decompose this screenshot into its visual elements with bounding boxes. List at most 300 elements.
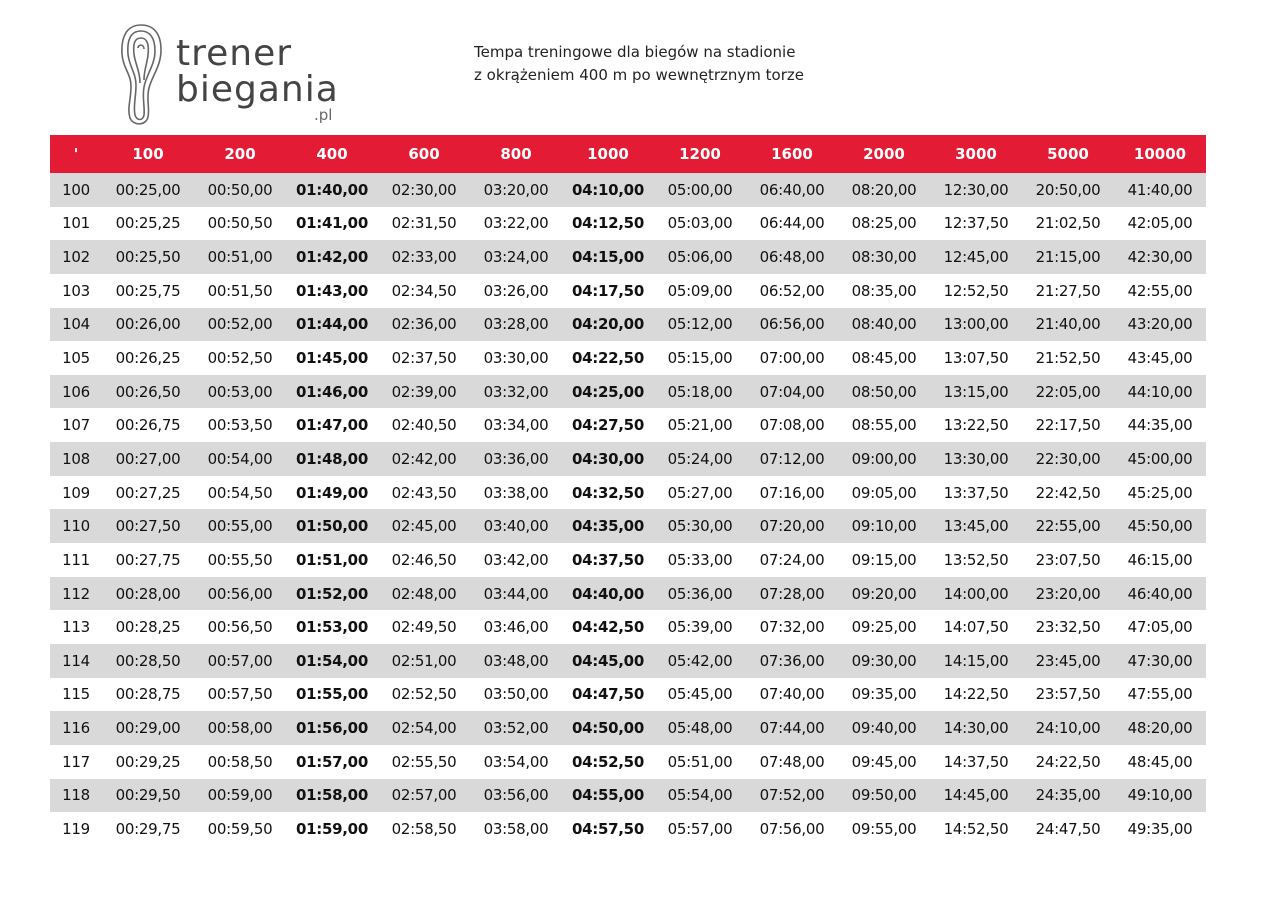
table-cell: 06:40,00 [746, 173, 838, 207]
table-cell: 21:40,00 [1022, 308, 1114, 342]
table-cell: 01:57,00 [296, 752, 368, 771]
table-row [50, 644, 1206, 678]
table-cell: 09:10,00 [838, 509, 930, 543]
table-cell: 04:27,50 [572, 416, 644, 435]
table-cell: 14:30,00 [930, 711, 1022, 745]
table-cell: 01:55,00 [296, 685, 368, 704]
table-cell: 09:50,00 [838, 779, 930, 813]
table-cell: 09:30,00 [838, 644, 930, 678]
table-cell: 01:41,00 [296, 214, 368, 233]
table-cell: 09:45,00 [851, 752, 917, 771]
brand-logo [118, 22, 348, 132]
table-cell: 49:35,00 [1127, 819, 1193, 838]
row-label: 115 [62, 685, 90, 704]
table-cell: 01:43,00 [296, 281, 368, 300]
table-cell: 00:27,50 [102, 509, 194, 543]
table-cell: 13:15,00 [930, 375, 1022, 409]
table-cell: 05:33,00 [667, 550, 733, 569]
table-row [50, 577, 1206, 611]
table-cell: 23:57,50 [1035, 685, 1101, 704]
table-cell: 13:07,50 [943, 349, 1009, 368]
table-cell: 00:57,50 [207, 685, 273, 704]
table-cell: 05:54,00 [654, 779, 746, 813]
table-cell: 07:20,00 [746, 509, 838, 543]
table-cell: 03:44,00 [470, 577, 562, 611]
table-cell: 04:17,50 [572, 281, 644, 300]
table-cell: 05:57,00 [667, 819, 733, 838]
table-cell: 07:44,00 [746, 711, 838, 745]
table-cell: 09:20,00 [838, 577, 930, 611]
table-cell: 00:54,00 [194, 442, 286, 476]
table-cell: 02:45,00 [378, 509, 470, 543]
table-cell: 00:59,50 [207, 819, 273, 838]
table-cell: 05:06,00 [654, 240, 746, 274]
table-cell: 21:15,00 [1022, 240, 1114, 274]
table-cell: 00:25,25 [115, 214, 181, 233]
table-cell: 00:52,50 [207, 349, 273, 368]
table-cell: 45:50,00 [1114, 509, 1206, 543]
table-cell: 00:26,75 [115, 416, 181, 435]
table-cell: 00:26,00 [102, 308, 194, 342]
table-row [50, 745, 1206, 779]
table-row [50, 476, 1206, 510]
table-cell: 02:49,50 [391, 618, 457, 637]
table-cell: 08:25,00 [851, 214, 917, 233]
table-cell: 22:42,50 [1035, 483, 1101, 502]
table-cell: 03:38,00 [483, 483, 549, 502]
table-cell: 01:52,00 [286, 577, 378, 611]
table-cell: 12:37,50 [943, 214, 1009, 233]
table-cell: 21:52,50 [1035, 349, 1101, 368]
row-label: 107 [62, 416, 90, 435]
column-header: 100 [102, 135, 194, 173]
table-cell: 48:20,00 [1114, 711, 1206, 745]
table-cell: 41:40,00 [1114, 173, 1206, 207]
table-cell: 01:42,00 [286, 240, 378, 274]
table-cell: 05:45,00 [667, 685, 733, 704]
table-cell: 04:47,50 [572, 685, 644, 704]
table-cell: 05:27,00 [667, 483, 733, 502]
table-cell: 47:05,00 [1127, 618, 1193, 637]
table-cell: 22:30,00 [1022, 442, 1114, 476]
table-cell: 02:34,50 [391, 281, 457, 300]
table-cell: 08:45,00 [851, 349, 917, 368]
table-cell: 00:53,00 [194, 375, 286, 409]
table-cell: 02:40,50 [391, 416, 457, 435]
table-row [50, 375, 1206, 409]
table-cell: 02:36,00 [378, 308, 470, 342]
table-cell: 00:52,00 [194, 308, 286, 342]
table-cell: 00:29,25 [115, 752, 181, 771]
table-cell: 06:44,00 [759, 214, 825, 233]
table-cell: 08:35,00 [851, 281, 917, 300]
row-label: 100 [50, 173, 102, 207]
table-cell: 20:50,00 [1022, 173, 1114, 207]
table-cell: 08:20,00 [838, 173, 930, 207]
table-cell: 13:45,00 [930, 509, 1022, 543]
table-cell: 07:04,00 [746, 375, 838, 409]
table-cell: 13:30,00 [930, 442, 1022, 476]
table-cell: 04:32,50 [572, 483, 644, 502]
table-cell: 02:55,50 [391, 752, 457, 771]
table-cell: 09:05,00 [851, 483, 917, 502]
table-cell: 01:44,00 [286, 308, 378, 342]
table-cell: 00:29,00 [102, 711, 194, 745]
table-cell: 49:10,00 [1114, 779, 1206, 813]
table-cell: 00:25,00 [102, 173, 194, 207]
table-cell: 22:17,50 [1035, 416, 1101, 435]
table-cell: 00:58,00 [194, 711, 286, 745]
row-label: 118 [50, 779, 102, 813]
table-cell: 03:48,00 [470, 644, 562, 678]
table-cell: 00:26,25 [115, 349, 181, 368]
table-cell: 02:33,00 [378, 240, 470, 274]
table-cell: 04:40,00 [562, 577, 654, 611]
table-cell: 04:10,00 [562, 173, 654, 207]
column-header: ' [50, 135, 102, 173]
table-cell: 05:30,00 [654, 509, 746, 543]
column-header: 200 [194, 135, 286, 173]
table-cell: 42:30,00 [1114, 240, 1206, 274]
table-cell: 00:27,25 [115, 483, 181, 502]
table-cell: 00:50,00 [194, 173, 286, 207]
row-label: 109 [62, 483, 90, 502]
table-cell: 06:56,00 [746, 308, 838, 342]
table-cell: 12:30,00 [930, 173, 1022, 207]
table-cell: 04:52,50 [572, 752, 644, 771]
row-label: 117 [62, 752, 90, 771]
column-header: 1000 [562, 135, 654, 173]
table-cell: 24:47,50 [1035, 819, 1101, 838]
table-cell: 03:24,00 [470, 240, 562, 274]
table-cell: 05:21,00 [667, 416, 733, 435]
table-cell: 00:56,00 [194, 577, 286, 611]
row-label: 104 [50, 308, 102, 342]
table-cell: 05:48,00 [654, 711, 746, 745]
row-label: 114 [50, 644, 102, 678]
table-row [50, 240, 1206, 274]
table-row [50, 610, 1206, 644]
table-cell: 08:50,00 [838, 375, 930, 409]
table-cell: 00:28,50 [102, 644, 194, 678]
table-cell: 05:24,00 [654, 442, 746, 476]
table-cell: 04:42,50 [572, 618, 644, 637]
table-row [50, 341, 1206, 375]
table-cell: 14:15,00 [930, 644, 1022, 678]
table-cell: 00:27,75 [115, 550, 181, 569]
table-cell: 04:30,00 [562, 442, 654, 476]
table-cell: 22:05,00 [1022, 375, 1114, 409]
table-cell: 07:24,00 [759, 550, 825, 569]
table-cell: 01:59,00 [296, 819, 368, 838]
table-cell: 00:29,75 [115, 819, 181, 838]
table-cell: 07:28,00 [746, 577, 838, 611]
pace-table [50, 135, 1206, 846]
table-cell: 04:57,50 [572, 819, 644, 838]
table-cell: 02:31,50 [391, 214, 457, 233]
table-cell: 05:39,00 [667, 618, 733, 637]
table-row [50, 509, 1206, 543]
row-label: 119 [62, 819, 90, 838]
table-cell: 05:03,00 [667, 214, 733, 233]
table-cell: 45:25,00 [1127, 483, 1193, 502]
subtitle-line-2: z okrążeniem 400 m po wewnętrznym torze [474, 66, 805, 84]
table-cell: 02:42,00 [378, 442, 470, 476]
table-cell: 03:56,00 [470, 779, 562, 813]
column-header: 10000 [1114, 135, 1206, 173]
table-cell: 02:43,50 [391, 483, 457, 502]
table-row [50, 173, 1206, 207]
table-cell: 06:48,00 [746, 240, 838, 274]
table-cell: 05:36,00 [654, 577, 746, 611]
table-body [50, 173, 1206, 846]
table-cell: 01:56,00 [286, 711, 378, 745]
table-row [50, 779, 1206, 813]
column-header: 1600 [746, 135, 838, 173]
table-cell: 00:58,50 [207, 752, 273, 771]
row-label: 103 [62, 281, 90, 300]
table-cell: 24:10,00 [1022, 711, 1114, 745]
table-cell: 04:25,00 [562, 375, 654, 409]
table-cell: 00:26,50 [102, 375, 194, 409]
table-cell: 00:50,50 [207, 214, 273, 233]
table-cell: 00:27,00 [102, 442, 194, 476]
row-label: 116 [50, 711, 102, 745]
table-cell: 02:54,00 [378, 711, 470, 745]
table-cell: 05:42,00 [654, 644, 746, 678]
table-cell: 07:32,00 [759, 618, 825, 637]
table-cell: 03:30,00 [483, 349, 549, 368]
table-cell: 02:48,00 [378, 577, 470, 611]
table-cell: 02:51,00 [378, 644, 470, 678]
table-cell: 04:45,00 [562, 644, 654, 678]
table-cell: 00:57,00 [194, 644, 286, 678]
table-cell: 45:00,00 [1114, 442, 1206, 476]
table-cell: 01:51,00 [296, 550, 368, 569]
table-cell: 07:16,00 [759, 483, 825, 502]
table-cell: 01:46,00 [286, 375, 378, 409]
table-cell: 14:52,50 [943, 819, 1009, 838]
table-row [50, 812, 1206, 846]
table-cell: 42:05,00 [1127, 214, 1193, 233]
row-label: 102 [50, 240, 102, 274]
table-cell: 07:56,00 [759, 819, 825, 838]
footprint-icon [118, 22, 164, 128]
table-cell: 04:55,00 [562, 779, 654, 813]
table-cell: 03:20,00 [470, 173, 562, 207]
table-cell: 08:40,00 [838, 308, 930, 342]
table-cell: 07:12,00 [746, 442, 838, 476]
table-cell: 07:48,00 [759, 752, 825, 771]
table-cell: 00:28,25 [115, 618, 181, 637]
table-cell: 46:15,00 [1127, 550, 1193, 569]
table-cell: 23:45,00 [1022, 644, 1114, 678]
table-cell: 08:55,00 [851, 416, 917, 435]
table-cell: 14:22,50 [943, 685, 1009, 704]
table-cell: 01:49,00 [296, 483, 368, 502]
table-cell: 00:53,50 [207, 416, 273, 435]
table-cell: 04:20,00 [562, 308, 654, 342]
table-cell: 02:57,00 [378, 779, 470, 813]
table-cell: 01:50,00 [286, 509, 378, 543]
table-cell: 03:32,00 [470, 375, 562, 409]
table-cell: 13:00,00 [930, 308, 1022, 342]
table-row [50, 711, 1206, 745]
logo-line-2: biegania [176, 69, 339, 110]
row-label: 112 [50, 577, 102, 611]
logo-suffix: .pl [314, 106, 333, 124]
table-cell: 00:54,50 [207, 483, 273, 502]
table-cell: 04:15,00 [562, 240, 654, 274]
row-label: 110 [50, 509, 102, 543]
table-cell: 02:30,00 [378, 173, 470, 207]
column-header: 1200 [654, 135, 746, 173]
table-row [50, 442, 1206, 476]
column-header: 400 [286, 135, 378, 173]
table-cell: 09:15,00 [851, 550, 917, 569]
table-cell: 07:52,00 [746, 779, 838, 813]
table-cell: 42:55,00 [1127, 281, 1193, 300]
subtitle-line-1: Tempa treningowe dla biegów na stadionie [474, 43, 796, 61]
table-cell: 07:08,00 [759, 416, 825, 435]
table-cell: 07:36,00 [746, 644, 838, 678]
logo-line-1: trener [176, 33, 293, 74]
table-cell: 03:40,00 [470, 509, 562, 543]
page-subtitle [474, 41, 894, 87]
table-cell: 23:32,50 [1035, 618, 1101, 637]
table-cell: 21:27,50 [1035, 281, 1101, 300]
table-cell: 23:07,50 [1035, 550, 1101, 569]
table-cell: 24:35,00 [1022, 779, 1114, 813]
table-row [50, 543, 1206, 577]
table-cell: 14:00,00 [930, 577, 1022, 611]
table-row [50, 678, 1206, 712]
table-cell: 03:54,00 [483, 752, 549, 771]
table-cell: 03:26,00 [483, 281, 549, 300]
table-cell: 43:20,00 [1114, 308, 1206, 342]
table-cell: 09:35,00 [851, 685, 917, 704]
table-row [50, 274, 1206, 308]
table-cell: 02:39,00 [378, 375, 470, 409]
table-cell: 04:35,00 [562, 509, 654, 543]
table-cell: 00:51,00 [194, 240, 286, 274]
row-label: 111 [62, 550, 90, 569]
table-cell: 03:36,00 [470, 442, 562, 476]
row-label: 106 [50, 375, 102, 409]
table-cell: 23:20,00 [1022, 577, 1114, 611]
table-cell: 05:15,00 [667, 349, 733, 368]
table-cell: 05:00,00 [654, 173, 746, 207]
table-cell: 21:02,50 [1035, 214, 1101, 233]
table-cell: 46:40,00 [1114, 577, 1206, 611]
table-cell: 14:37,50 [943, 752, 1009, 771]
table-cell: 00:56,50 [207, 618, 273, 637]
table-cell: 02:52,50 [391, 685, 457, 704]
column-header: 600 [378, 135, 470, 173]
table-cell: 12:45,00 [930, 240, 1022, 274]
row-label: 101 [62, 214, 90, 233]
table-cell: 00:59,00 [194, 779, 286, 813]
table-cell: 05:51,00 [667, 752, 733, 771]
table-cell: 00:55,50 [207, 550, 273, 569]
table-cell: 47:30,00 [1114, 644, 1206, 678]
table-cell: 01:58,00 [286, 779, 378, 813]
table-row [50, 308, 1206, 342]
row-label: 113 [62, 618, 90, 637]
table-cell: 03:34,00 [483, 416, 549, 435]
table-cell: 00:28,75 [115, 685, 181, 704]
table-cell: 07:40,00 [759, 685, 825, 704]
table-cell: 04:12,50 [572, 214, 644, 233]
row-label: 105 [62, 349, 90, 368]
table-cell: 00:55,00 [194, 509, 286, 543]
table-cell: 03:52,00 [470, 711, 562, 745]
table-cell: 04:22,50 [572, 349, 644, 368]
table-cell: 00:25,75 [115, 281, 181, 300]
table-cell: 48:45,00 [1127, 752, 1193, 771]
table-cell: 00:25,50 [102, 240, 194, 274]
table-cell: 02:58,50 [391, 819, 457, 838]
table-cell: 09:55,00 [851, 819, 917, 838]
table-cell: 44:35,00 [1127, 416, 1193, 435]
table-row [50, 207, 1206, 241]
row-label: 108 [50, 442, 102, 476]
table-cell: 03:28,00 [470, 308, 562, 342]
table-cell: 09:40,00 [838, 711, 930, 745]
table-cell: 00:28,00 [102, 577, 194, 611]
table-cell: 08:30,00 [838, 240, 930, 274]
table-cell: 03:22,00 [483, 214, 549, 233]
table-cell: 24:22,50 [1035, 752, 1101, 771]
table-cell: 47:55,00 [1127, 685, 1193, 704]
table-cell: 09:25,00 [851, 618, 917, 637]
table-cell: 03:50,00 [483, 685, 549, 704]
table-cell: 05:12,00 [654, 308, 746, 342]
table-cell: 03:42,00 [483, 550, 549, 569]
table-cell: 09:00,00 [838, 442, 930, 476]
table-cell: 22:55,00 [1022, 509, 1114, 543]
table-cell: 02:37,50 [391, 349, 457, 368]
table-cell: 01:48,00 [286, 442, 378, 476]
table-cell: 43:45,00 [1127, 349, 1193, 368]
table-cell: 01:54,00 [286, 644, 378, 678]
table-cell: 12:52,50 [943, 281, 1009, 300]
table-cell: 03:46,00 [483, 618, 549, 637]
column-header: 2000 [838, 135, 930, 173]
table-cell: 13:22,50 [943, 416, 1009, 435]
column-header: 800 [470, 135, 562, 173]
table-cell: 01:47,00 [296, 416, 368, 435]
table-cell: 00:51,50 [207, 281, 273, 300]
table-cell: 05:18,00 [654, 375, 746, 409]
table-cell: 44:10,00 [1114, 375, 1206, 409]
column-header: 3000 [930, 135, 1022, 173]
table-header-row [50, 135, 1206, 173]
column-header: 5000 [1022, 135, 1114, 173]
table-cell: 04:37,50 [572, 550, 644, 569]
table-cell: 13:52,50 [943, 550, 1009, 569]
table-cell: 01:53,00 [296, 618, 368, 637]
table-cell: 14:07,50 [943, 618, 1009, 637]
table-cell: 02:46,50 [391, 550, 457, 569]
table-cell: 03:58,00 [483, 819, 549, 838]
table-cell: 01:40,00 [286, 173, 378, 207]
table-cell: 13:37,50 [943, 483, 1009, 502]
table-cell: 06:52,00 [759, 281, 825, 300]
table-cell: 04:50,00 [562, 711, 654, 745]
table-cell: 01:45,00 [296, 349, 368, 368]
table-cell: 05:09,00 [667, 281, 733, 300]
